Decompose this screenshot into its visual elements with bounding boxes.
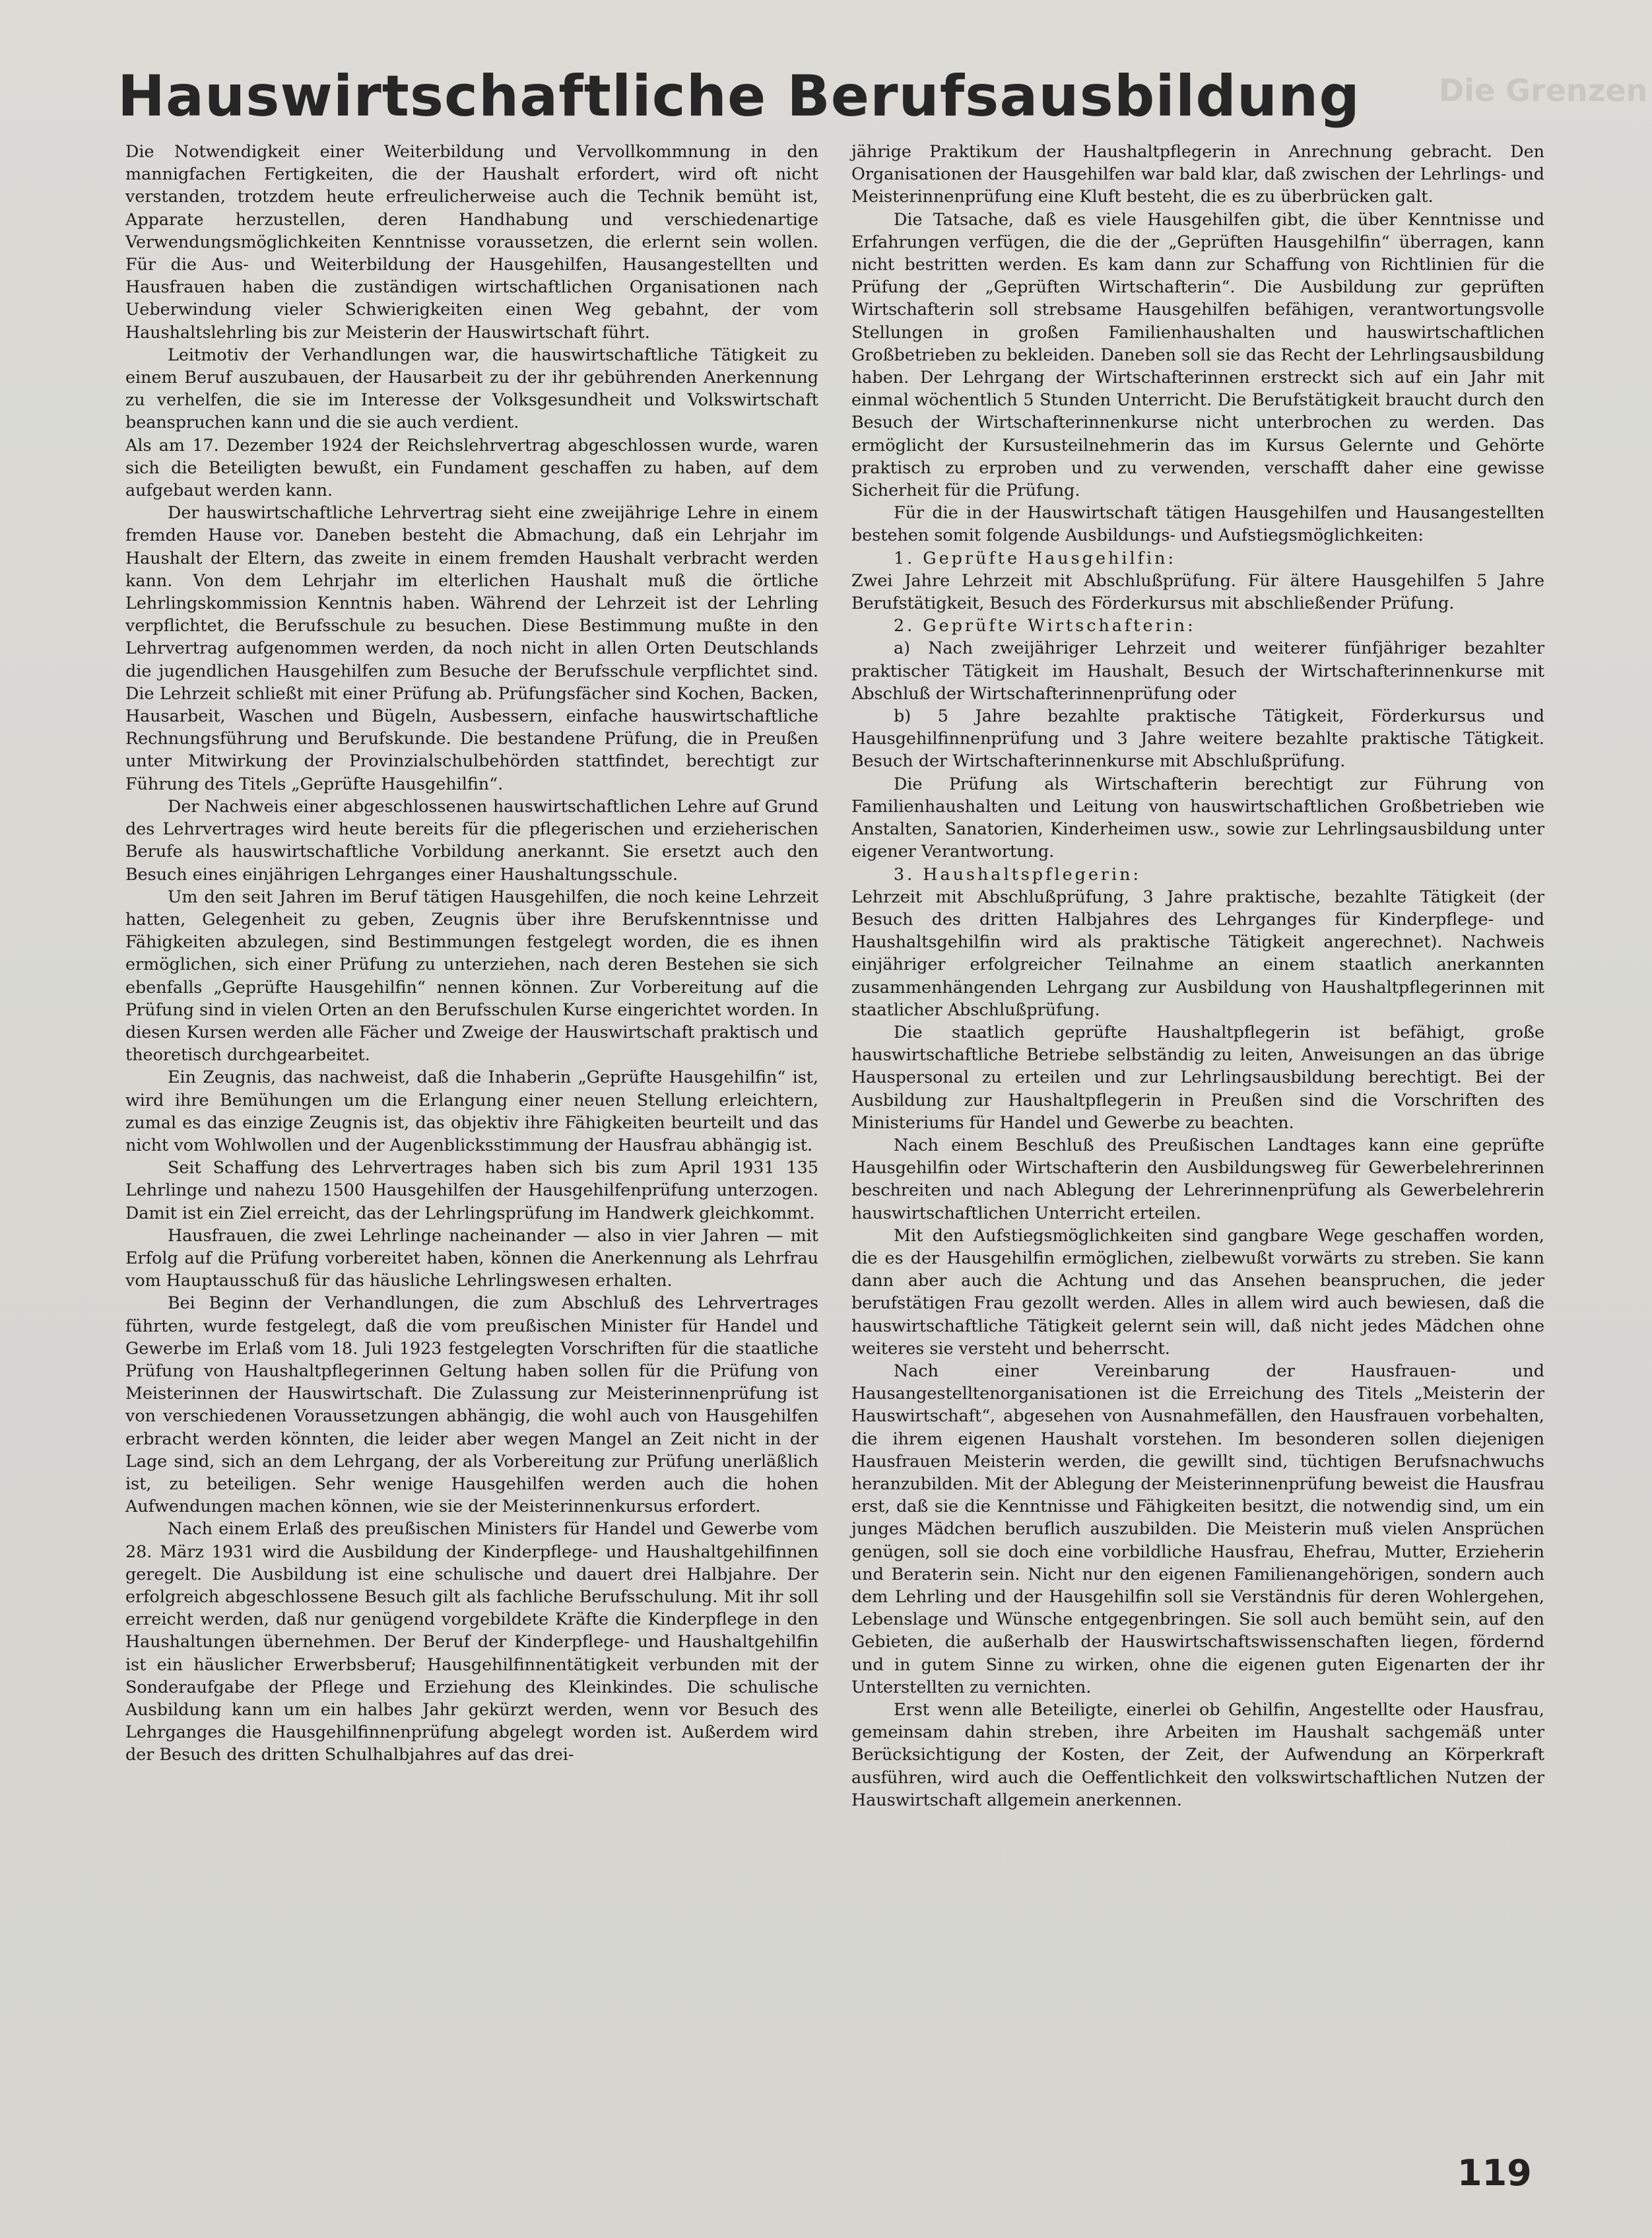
paragraph: Nach einer Vereinbarung der Hausfrauen- und Hausangestelltenorganisationen ist die Erreichung des Titels „Meisterin der Hauswirtschaft“, abgesehen von Ausnahmefällen, den Hausfrauen vorbehalten, die ihrem eigenen Haushalt vorstehen. Im besonderen sollen diejenigen Hausfrauen Meisterin werden, die gewillt sind, tüchtigen Berufsnachwuchs heranzubilden. Mit der Ablegung der Meisterinnenprüfung beweist die Hausfrau erst, daß sie die Kenntnisse und Fähigkeiten besitzt, die notwendig sind, um ein junges Mädchen beruflich auszubilden. Die Meisterin muß vielen Ansprüchen genügen, soll sie doch eine vorbildliche Hausfrau, Ehefrau, Mutter, Erzieherin und Beraterin sein. Nicht nur den eigenen Familienangehörigen, sondern auch dem Lehrling und der Hausgehilfin soll sie Verständnis für deren Wohlergehen, Lebenslage und Wünsche entgegenbringen. Sie soll auch bemüht sein, auf den Gebieten, die außerhalb der Hauswirtschaftswissenschaften liegen, fördernd und in gutem Sinne zu wirken, ohne die eigenen guten Eigenarten der ihr Unterstellten zu vernichten. [851, 1360, 1544, 1697]
paragraph: Seit Schaffung des Lehrvertrages haben sich bis zum April 1931 135 Lehrlinge und nahezu 1500 Hausgehilfen der Hausgehilfenprüfung unterzogen. Damit ist ein Ziel erreicht, das der Lehrlingsprüfung im Handwerk gleichkommt. [125, 1157, 818, 1223]
paragraph: a) Nach zweijähriger Lehrzeit und weiterer fünfjähriger bezahlter praktischer Tätigkeit im Haushalt, Besuch der Wirtschafterinnenkurse mit Abschluß der Wirtschafterinnenprüfung oder [851, 638, 1544, 703]
paragraph: Hausfrauen, die zwei Lehrlinge nacheinander — also in vier Jahren — mit Erfolg auf die Prüfung vorbereitet haben, können die Anerkennung als Lehrfrau vom Hauptausschuß für das häusliche Lehrlingswesen erhalten. [125, 1225, 818, 1291]
faint-heading: Die Grenzen [1439, 73, 1648, 108]
paragraph: Die Tatsache, daß es viele Hausgehilfen gibt, die über Kenntnisse und Erfahrungen verfügen, die die der „Geprüften Hausgehilfin“ überragen, kann nicht bestritten werden. Es kam dann zur Schaffung von Richtlinien für die Prüfung der „Geprüften Wirtschafterin“. Die Ausbildung zur geprüften Wirtschafterin soll strebsame Hausgehilfen befähigen, verantwortungsvolle Stellungen in großen Familienhaushalten und hauswirtschaftlichen Großbetrieben zu bekleiden. Daneben soll sie das Recht der Lehrlingsausbildung haben. Der Lehrgang der Wirtschafterinnen erstreckt sich auf ein Jahr mit einmal wöchentlich 5 Stunden Unterricht. Die Berufstätigkeit braucht durch den Besuch der Wirtschafterinnenkurse nicht unterbrochen zu werden. Das ermöglicht der Kursusteilnehmerin das im Kursus Gelernte und Gehörte praktisch zu erproben und zu verwenden, verschafft daher eine gewisse Sicherheit für die Prüfung. [851, 209, 1544, 500]
paragraph: Die staatlich geprüfte Haushaltpflegerin ist befähigt, große hauswirtschaftliche Betriebe selbständig zu leiten, Anweisungen an das übrige Hauspersonal zu erteilen und zur Lehrlingsausbildung berechtigt. Bei der Ausbildung zur Haushaltpflegerin in Preußen sind die Vorschriften des Ministeriums für Handel und Gewerbe zu beachten. [851, 1021, 1544, 1132]
paragraph: Zwei Jahre Lehrzeit mit Abschlußprüfung. Für ältere Hausgehilfen 5 Jahre Berufstätigkeit, Besuch des Förderkursus mit abschließender Prüfung. [851, 570, 1544, 613]
paragraph: Für die in der Hauswirtschaft tätigen Hausgehilfen und Hausangestellten bestehen somit folgende Ausbildungs- und Aufstiegsmöglichkeiten: [851, 502, 1544, 545]
paragraph: Der Nachweis einer abgeschlossenen hauswirtschaftlichen Lehre auf Grund des Lehrvertrages wird heute bereits für die pflegerischen und erzieherischen Berufe als hauswirtschaftliche Vorbildung anerkannt. Sie ersetzt auch den Besuch eines einjährigen Lehrganges einer Haushaltungsschule. [125, 796, 818, 884]
list-heading: 2. Geprüfte Wirtschafterin: [894, 615, 1196, 636]
paragraph: b) 5 Jahre bezahlte praktische Tätigkeit, Förderkursus und Hausgehilfinnenprüfung und 3 Jahre weitere bezahlte praktische Tätigkeit. Besuch der Wirtschafterinnenkurse mit Abschlußprüfung. [851, 706, 1544, 771]
paragraph: Der hauswirtschaftliche Lehrvertrag sieht eine zweijährige Lehre in einem fremden Hause vor. Daneben besteht die Abmachung, daß ein Lehrjahr im Haushalt der Eltern, das zweite in einem fremden Haushalt verbracht werden kann. Von dem Lehrjahr im elterlichen Haushalt muß die örtliche Lehrlingskommission Kenntnis haben. Während der Lehrzeit ist der Lehrling verpflichtet, die Berufsschule zu besuchen. Diese Bestimmung mußte in den Lehrvertrag aufgenommen werden, da noch nicht in allen Orten Deutschlands die jugendlichen Hausgehilfen zum Besuche der Berufsschule verpflichtet sind. Die Lehrzeit schließt mit einer Prüfung ab. Prüfungsfächer sind Kochen, Backen, Hausarbeit, Waschen und Bügeln, Ausbessern, einfache hauswirtschaftliche Rechnungsführung und Berufskunde. Die bestandene Prüfung, die in Preußen unter Mitwirkung der Provinzialschulbehörden stattfindet, berechtigt zur Führung des Titels „Geprüfte Hausgehilfin“. [125, 502, 818, 794]
paragraph: Bei Beginn der Verhandlungen, die zum Abschluß des Lehrvertrages führten, wurde festgelegt, daß die vom preußischen Minister für Handel und Gewerbe im Erlaß vom 18. Juli 1923 festgelegten Vorschriften für die staatliche Prüfung von Haushaltpflegerinnen Geltung haben sollen für die Prüfung von Meisterinnen der Hauswirtschaft. Die Zulassung zur Meisterinnenprüfung ist von verschiedenen Voraussetzungen abhängig, die wohl auch von Hausgehilfen erbracht werden könnten, die leider aber wegen Mangel an Zeit nicht in der Lage sind, sich an dem Lehrgang, der als Vorbereitung zur Prüfung unerläßlich ist, zu beteiligen. Sehr wenige Hausgehilfen werden auch die hohen Aufwendungen machen können, wie sie der Meisterinnenkursus erfordert. [125, 1293, 818, 1516]
paragraph: Lehrzeit mit Abschlußprüfung, 3 Jahre praktische, bezahlte Tätigkeit (der Besuch des dritten Halbjahres des Lehrganges für Kinderpflege- und Haushaltsgehilfin wird als praktische Tätigkeit angerechnet). Nachweis einjähriger erfolgreicher Teilnahme an einem staatlich anerkannten zusammenhängenden Lehrgang zur Ausbildung von Haushaltpflegerinnen mit staatlicher Abschlußprüfung. [851, 886, 1544, 1019]
right-column [851, 140, 1544, 1811]
left-column [125, 140, 818, 1766]
paragraph: Erst wenn alle Beteiligte, einerlei ob Gehilfin, Angestellte oder Hausfrau, gemeinsam dahin streben, ihre Arbeiten im Haushalt sachgemäß unter Berücksichtigung der Kosten, der Zeit, der Aufwendung an Körperkraft ausführen, wird auch die Oeffentlichkeit den volkswirtschaftlichen Nutzen der Hauswirtschaft allgemein anerkennen. [851, 1699, 1544, 1810]
page-number: 119 [1457, 2152, 1532, 2194]
paragraph: Ein Zeugnis, das nachweist, daß die Inhaberin „Geprüfte Hausgehilfin“ ist, wird ihre Bemühungen um die Erlangung einer neuen Stellung erleichtern, zumal es das einzige Zeugnis ist, das objektiv ihre Fähigkeiten beurteilt und das nicht vom Wohlwollen und der Augenblicksstimmung der Hausfrau abhängig ist. [125, 1067, 818, 1155]
paragraph: Nach einem Beschluß des Preußischen Landtages kann eine geprüfte Hausgehilfin oder Wirtschafterin den Ausbildungsweg für Gewerbelehrerinnen beschreiten und nach Ablegung der Lehrerinnenprüfung als Gewerbelehrerin hauswirtschaftlichen Unterricht erteilen. [851, 1134, 1544, 1223]
paragraph: Nach einem Erlaß des preußischen Ministers für Handel und Gewerbe vom 28. März 1931 wird die Ausbildung der Kinderpflege- und Haushaltgehilfinnen geregelt. Die Ausbildung ist eine schulische und dauert drei Halbjahre. Der erfolgreich abgeschlossene Besuch gilt als fachliche Berufsschulung. Mit ihr soll erreicht werden, daß nur genügend vorgebildete Kräfte die Kinderpflege in den Haushaltungen übernehmen. Der Beruf der Kinderpflege- und Haushaltgehilfin ist ein häuslicher Erwerbsberuf; Hausgehilfinnentätigkeit verbunden mit der Sonderaufgabe der Pflege und Erziehung des Kleinkindes. Die schulische Ausbildung kann um ein halbes Jahr gekürzt werden, wenn vor Besuch des Lehrganges die Hausgehilfinnenprüfung abgelegt worden ist. Außerdem wird der Besuch des dritten Schulhalbjahres auf das drei- [125, 1518, 818, 1765]
paragraph: Als am 17. Dezember 1924 der Reichslehrvertrag abgeschlossen wurde, waren sich die Beteiligten bewußt, ein Fundament geschaffen zu haben, auf dem aufgebaut werden kann. [125, 434, 818, 500]
list-heading: 1. Geprüfte Hausgehilfin: [894, 547, 1177, 568]
paragraph: Die Notwendigkeit einer Weiterbildung und Vervollkommnung in den mannigfachen Fertigkeiten, die der Haushalt erfordert, wird oft nicht verstanden, trotzdem heute erfreulicherweise auch die Technik bemüht ist, Apparate herzustellen, deren Handhabung und verschiedenartige Verwendungsmöglichkeiten Kenntnisse voraussetzen, die erlernt sein wollen. Für die Aus- und Weiterbildung der Hausgehilfen, Hausangestellten und Hausfrauen haben die zuständigen wirtschaftlichen Organisationen nach Ueberwindung vieler Schwierigkeiten einen Weg gebahnt, der vom Haushaltslehrling bis zur Meisterin der Hauswirtschaft führt. [125, 141, 818, 342]
list-heading: 3. Haushaltspflegerin: [894, 864, 1142, 884]
paragraph: Leitmotiv der Verhandlungen war, die hauswirtschaftliche Tätigkeit zu einem Beruf auszubauen, der Hausarbeit zu der ihr gebührenden Anerkennung zu verhelfen, die sie im Interesse der Volksgesundheit und Volkswirtschaft beanspruchen kann und die sie auch verdient. [125, 344, 818, 432]
paragraph: Die Prüfung als Wirtschafterin berechtigt zur Führung von Familienhaushalten und Leitung von hauswirtschaftlichen Großbetrieben wie Anstalten, Sanatorien, Kinderheimen usw., sowie zur Lehrlingsausbildung unter eigener Verantwortung. [851, 773, 1544, 862]
paragraph: Mit den Aufstiegsmöglichkeiten sind gangbare Wege geschaffen worden, die es der Hausgehilfin ermöglichen, zielbewußt vorwärts zu streben. Sie kann dann aber auch die Achtung und das Ansehen beanspruchen, die jeder berufstätigen Frau gezollt werden. Alles in allem wird auch bewiesen, daß die hauswirtschaftliche Tätigkeit gelernt sein will, daß nicht jedes Mädchen ohne weiteres sie versteht und beherrscht. [851, 1225, 1544, 1358]
article-title: Hauswirtschaftliche Berufsausbildung [117, 63, 1360, 129]
paragraph: jährige Praktikum der Haushaltpflegerin in Anrechnung gebracht. Den Organisationen der Hausgehilfen war bald klar, daß zwischen der Lehrlings- und Meisterinnenprüfung eine Kluft besteht, die es zu überbrücken galt. [851, 141, 1544, 207]
paragraph: Um den seit Jahren im Beruf tätigen Hausgehilfen, die noch keine Lehrzeit hatten, Gelegenheit zu geben, Zeugnis über ihre Berufskenntnisse und Fähigkeiten abzulegen, sind Bestimmungen festgelegt worden, die es ihnen ermöglichen, sich einer Prüfung zu unterziehen, nach deren Bestehen sie sich ebenfalls „Geprüfte Hausgehilfin“ nennen können. Zur Vorbereitung auf die Prüfung sind in vielen Orten an den Berufsschulen Kurse eingerichtet worden. In diesen Kursen werden alle Fächer und Zweige der Hauswirtschaft praktisch und theoretisch durchgearbeitet. [125, 886, 818, 1065]
